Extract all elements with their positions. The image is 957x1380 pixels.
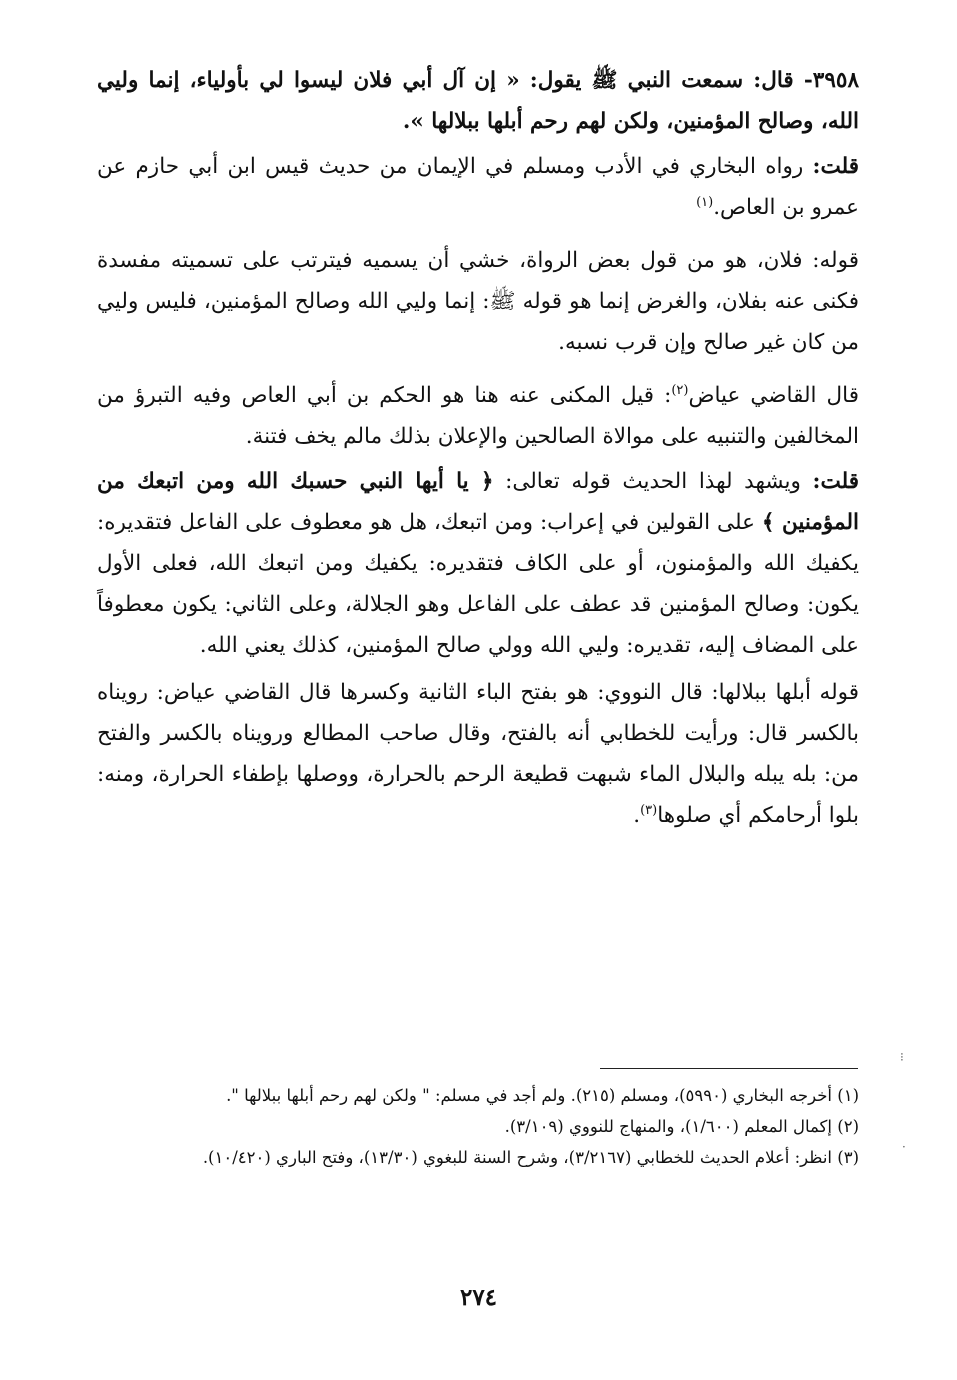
commentary-paragraph-4 xyxy=(97,461,859,666)
scan-mark: ⁝ xyxy=(900,1050,904,1064)
hadith-text: قال: سمعت النبي ﷺ يقول: « إن آل أبي فلان ليسوا لي بأولياء، إنما وليي الله، وصالح المؤمنين، ولكن لهم رحم أبلها ببلالها ». xyxy=(97,68,859,134)
qultu-label: قلت: xyxy=(812,469,859,494)
footnote-1: (١) أخرجه البخاري (٥٩٩٠)، ومسلم (٢١٥). ولم أجد في مسلم: " ولكن لهم رحم أبلها ببلالها ". xyxy=(226,1086,859,1105)
commentary-paragraph-5 xyxy=(97,672,859,836)
paragraph-end: . xyxy=(633,803,641,828)
paragraph-text: قال القاضي عياض xyxy=(688,383,860,408)
footnote-2: (٢) إكمال المعلم (١/٦٠٠)، والمنهاج للنووي (٣/١٠٩). xyxy=(504,1117,859,1136)
paragraph-text: : قيل المكنى عنه هنا هو الحكم بن أبي العاص وفيه التبرؤ من المخالفين والتنبيه على موالاة الصالحين والإعلان بذلك مالم يخف فتنة. xyxy=(97,383,859,449)
hadith-paragraph xyxy=(97,60,859,142)
commentary-paragraph-3 xyxy=(97,375,859,457)
hadith-number: ٣٩٥٨- xyxy=(803,68,859,93)
paragraph-text: رواه البخاري في الأدب ومسلم في الإيمان من حديث قيس ابن أبي حازم عن عمرو بن العاص. xyxy=(97,154,859,220)
qultu-label: قلت: xyxy=(812,154,859,179)
footnote-ref-2: (٢) xyxy=(671,382,689,398)
paragraph-text: قوله أبلها ببلالها: قال النووي: هو بفتح الباء الثانية وكسرها قال القاضي عياض: رويناه بالكسر قال: ورأيت للخطابي أنه بالفتح، وقال صاحب المطالع ورويناه بالكسر والفتح من: بله يبله والبلال الماء شبهت قطيعة الرحم بالحرارة، ووصلها بإطفاء الحرارة، ومنه: بلوا أرحامكم أي صلوها xyxy=(97,680,859,828)
paragraph-text: ويشهد لهذا الحديث قوله تعالى: xyxy=(505,469,801,494)
footnote-ref-3: (٣) xyxy=(640,802,658,818)
main-text xyxy=(97,60,859,848)
commentary-paragraph-2 xyxy=(97,240,859,363)
scan-mark: · xyxy=(902,1140,906,1154)
page-number: ٢٧٤ xyxy=(459,1284,498,1311)
footnote-3: (٣) انظر: أعلام الحديث للخطابي (٣/٢١٦٧)، وشرح السنة للبغوي (١٣/٣٠)، وفتح الباري (١٠/٤٢٠). xyxy=(202,1148,859,1167)
footnote-ref-1: (١) xyxy=(696,194,714,210)
paragraph-text: قوله: فلان، هو من قول بعض الرواة، خشي أن يسميه فيترتب على تسميته مفسدة فكنى عنه بفلان، والغرض إنما هو قوله ﷺ: إنما وليي الله وصالح المؤمنين، فليس وليي من كان غير صالح وإن قرب نسبه. xyxy=(97,248,859,355)
commentary-paragraph-1 xyxy=(97,146,859,228)
footnotes xyxy=(97,1080,859,1173)
footnote-divider xyxy=(600,1068,858,1069)
paragraph-text: على القولين في إعراب: ومن اتبعك، هل هو معطوف على الفاعل فتقديره: يكفيك الله والمؤمنون، أو على الكاف فتقديره: يكفيك ومن اتبعك الله، فعلى الأول يكون: وصالح المؤمنين قد عطف على الفاعل وهو الجلالة، وعلى الثاني: يكون معطوفاً على المضاف إليه، تقديره: وليي الله وولي صالح المؤمنين، كذلك يعني الله. xyxy=(97,510,859,658)
quran-verse: ﴿ يا أيها النبي حسبك الله ومن اتبعك من المؤمنين ﴾ xyxy=(97,469,859,535)
